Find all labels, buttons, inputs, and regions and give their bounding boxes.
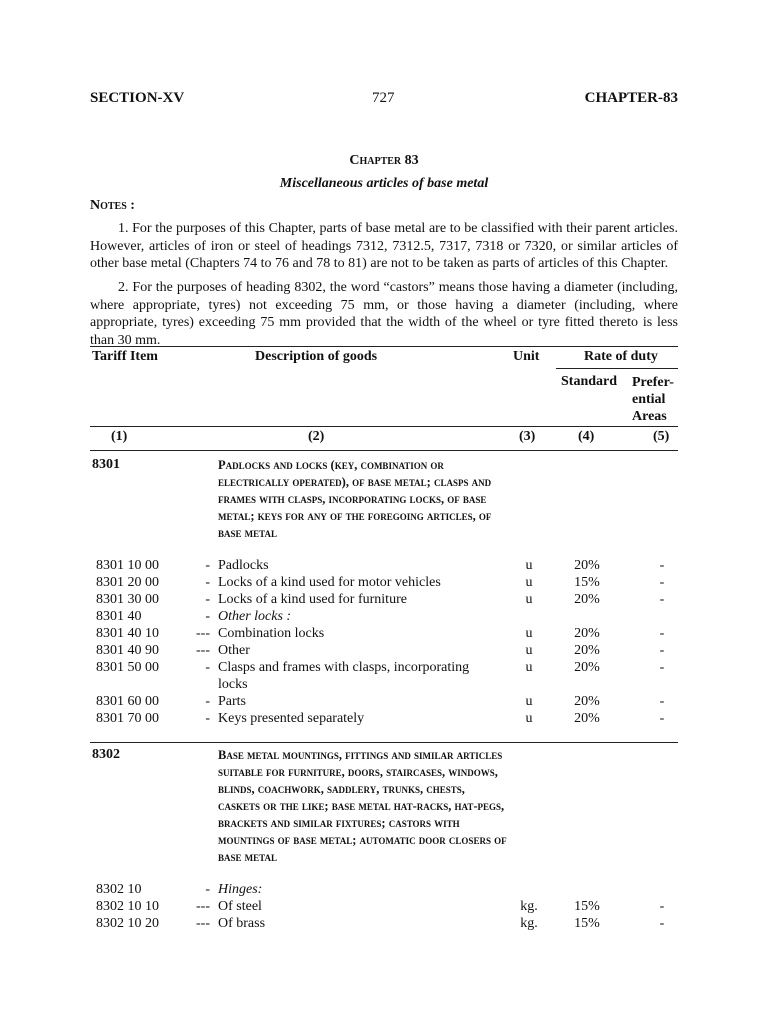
preferential-rate: - (659, 660, 665, 675)
col-number-4: (4) (578, 429, 595, 444)
tariff-item: 8301 60 00 (96, 694, 159, 709)
header-tariff-item: Tariff Item (92, 349, 158, 364)
table-row (0, 694, 768, 711)
header-rule (90, 426, 678, 427)
col-number-3: (3) (519, 429, 536, 444)
tariff-item: 8301 40 10 (96, 626, 159, 641)
section-label: SECTION-XV (90, 90, 185, 106)
colnum-rule (90, 450, 678, 451)
dash-level: - (205, 711, 210, 726)
description: Clasps and frames with clasps, incorporating (218, 660, 470, 675)
tariff-item: 8301 40 90 (96, 643, 159, 658)
header-standard: Standard (561, 374, 618, 389)
description: Parts (218, 694, 246, 709)
description: Of steel (218, 899, 262, 914)
dash-level: - (205, 575, 210, 590)
standard-rate: 20% (574, 592, 600, 607)
tariff-item: 8302 10 10 (96, 899, 159, 914)
standard-rate: 20% (574, 626, 600, 641)
standard-rate: 20% (574, 558, 600, 573)
standard-rate: 20% (574, 711, 600, 726)
dash-level: - (205, 558, 210, 573)
preferential-rate: - (659, 916, 665, 931)
unit: u (525, 558, 533, 573)
standard-rate: 15% (574, 899, 600, 914)
chapter-subtitle: Miscellaneous articles of base metal (279, 176, 489, 191)
unit: kg. (520, 899, 538, 914)
notes-heading: Notes : (90, 198, 135, 213)
tariff-item: 8301 30 00 (96, 592, 159, 607)
col-number-1: (1) (111, 429, 128, 444)
standard-rate: 20% (574, 694, 600, 709)
table-top-rule (90, 346, 678, 347)
chapter-title: Chapter 83 (349, 153, 419, 168)
header-rate: Rate of duty (584, 349, 658, 364)
dash-level: --- (196, 899, 210, 914)
tariff-item: 8302 10 (96, 882, 142, 897)
dash-level: - (205, 660, 210, 675)
dash-level: - (205, 694, 210, 709)
rate-subrule (556, 368, 678, 369)
preferential-rate: - (659, 711, 665, 726)
preferential-rate: - (659, 643, 665, 658)
tariff-item: 8301 40 (96, 609, 142, 624)
preferential-rate: - (659, 592, 665, 607)
note-1: 1. For the purposes of this Chapter, parts of base metal are to be classified with their parent articles. However, articles of iron or steel of headings 7312, 7312.5, 7317, 7318 or 7320, or similar articles of other base metal (Chapters 74 to 76 and 78 to 81) are not to be taken as parts of articles of this Chapter. (90, 221, 678, 271)
unit: u (525, 694, 533, 709)
chapter-label: CHAPTER-83 (584, 90, 678, 106)
table-row (0, 882, 768, 899)
preferential-rate: - (659, 558, 665, 573)
preferential-rate: - (659, 575, 665, 590)
dash-level: - (205, 592, 210, 607)
dash-level: --- (196, 643, 210, 658)
heading-description-8302: Base metal mountings, fittings and similar articles suitable for furniture, doors, staircases, windows, blinds, coachwork, saddlery, trunks, chests, caskets or the like; base metal hat-racks, hat-pegs, brackets and similar fixtures; castors with mountings of base metal; automatic door closers of base metal (218, 748, 507, 864)
tariff-item: 8301 70 00 (96, 711, 159, 726)
standard-rate: 20% (574, 643, 600, 658)
header-preferential: Prefer- ential Areas (632, 375, 674, 424)
col-number-2: (2) (308, 429, 325, 444)
unit: u (525, 711, 533, 726)
tariff-item: 8301 50 00 (96, 660, 159, 675)
unit: kg. (520, 916, 538, 931)
description: locks (218, 677, 248, 692)
unit: u (525, 643, 533, 658)
unit: u (525, 592, 533, 607)
preferential-rate: - (659, 899, 665, 914)
note-2: 2. For the purposes of heading 8302, the word “castors” means those having a diameter (including, where appropriate, tyres) not exceeding 75 mm, or those having a diameter (including, where appropriate, tyres) exceeding 75 mm provided that the width of the wheel or tyre fitted thereto is less than 30 mm. (90, 280, 678, 348)
table-row (0, 558, 768, 575)
description: Other (218, 643, 250, 658)
description: Padlocks (218, 558, 269, 573)
header-description: Description of goods (255, 349, 378, 364)
table-row (0, 711, 768, 728)
section-divider-rule (90, 742, 678, 743)
standard-rate: 15% (574, 916, 600, 931)
table-row (0, 899, 768, 916)
table-row (0, 677, 768, 694)
unit: u (525, 575, 533, 590)
standard-rate: 20% (574, 660, 600, 675)
heading-description-8301: Padlocks and locks (key, combination or electrically operated), of base metal; clasps and frames with clasps, incorporating locks, of base metal; keys for any of the foregoing articles, of base metal (218, 458, 492, 540)
header-unit: Unit (513, 349, 540, 364)
unit: u (525, 660, 533, 675)
table-row (0, 643, 768, 660)
preferential-rate: - (659, 626, 665, 641)
table-row (0, 916, 768, 933)
description: Other locks : (218, 609, 292, 624)
table-row (0, 609, 768, 626)
unit: u (525, 626, 533, 641)
col-number-5: (5) (653, 429, 670, 444)
description: Of brass (218, 916, 266, 931)
table-row (0, 575, 768, 592)
preferential-rate: - (659, 694, 665, 709)
dash-level: - (205, 609, 210, 624)
description: Combination locks (218, 626, 325, 641)
table-row (0, 660, 768, 677)
tariff-item: 8302 10 20 (96, 916, 159, 931)
dash-level: - (205, 882, 210, 897)
dash-level: --- (196, 916, 210, 931)
page-number: 727 (372, 90, 395, 106)
description: Locks of a kind used for furniture (218, 592, 407, 607)
description: Hinges: (218, 882, 263, 897)
tariff-item: 8301 10 00 (96, 558, 159, 573)
description: Locks of a kind used for motor vehicles (218, 575, 441, 590)
description: Keys presented separately (218, 711, 365, 726)
table-row (0, 626, 768, 643)
standard-rate: 15% (574, 575, 600, 590)
dash-level: --- (196, 626, 210, 641)
table-row (0, 592, 768, 609)
tariff-item: 8301 20 00 (96, 575, 159, 590)
heading-number-8301: 8301 (92, 457, 120, 472)
heading-number-8302: 8302 (92, 747, 120, 762)
